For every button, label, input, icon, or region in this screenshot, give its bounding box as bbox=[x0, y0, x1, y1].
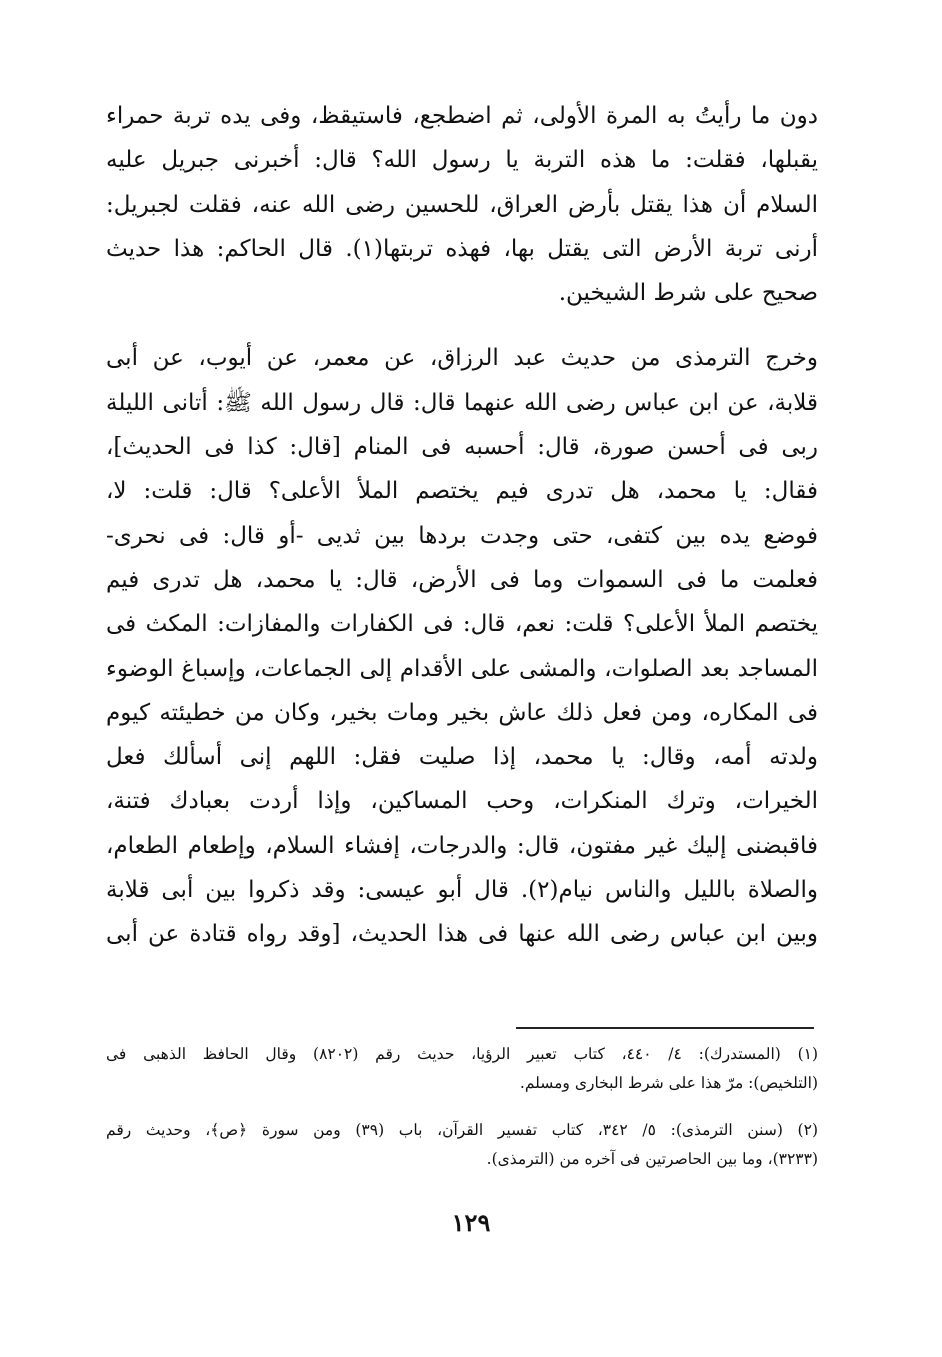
text-line: أرنى تربة الأرض التى يقتل بها، فهذه تربتها(١). قال الحاكم: هذا حديث bbox=[106, 235, 818, 262]
footnote-line: (٢) (سنن الترمذى): ٥/ ٣٤٢، كتاب تفسير القرآن، باب (٣٩) ومن سورة ﴿ص﴾، وحديث رقم bbox=[106, 1121, 818, 1139]
text-line: الخيرات، وترك المنكرات، وحب المساكين، وإذا أردت بعبادك فتنة، bbox=[106, 788, 818, 815]
text-line: المساجد بعد الصلوات، والمشى على الأقدام إلى الجماعات، وإسباغ الوضوء bbox=[106, 655, 818, 682]
text-line: يختصم الملأ الأعلى؟ قلت: نعم، قال: فى الكفارات والمفازات: المكث فى bbox=[106, 611, 818, 638]
text-line: ربى فى أحسن صورة، قال: أحسبه فى المنام [قال: كذا فى الحديث]، bbox=[106, 434, 818, 461]
text-line: قلابة، عن ابن عباس رضى الله عنهما قال: قال رسول الله ﷺ: أتانى الليلة bbox=[106, 389, 818, 416]
text-line: والصلاة بالليل والناس نيام(٢). قال أبو عيسى: وقد ذكروا بين أبى قلابة bbox=[106, 877, 819, 904]
text-line: فاقبضنى إليك غير مفتون، قال: والدرجات، إفشاء السلام، وإطعام الطعام، bbox=[106, 832, 818, 859]
footnote-1 bbox=[106, 1040, 818, 1098]
text-line: وبين ابن عباس رضى الله عنها فى هذا الحديث، [وقد رواه قتادة عن أبى bbox=[106, 921, 818, 948]
text-line: وخرج الترمذى من حديث عبد الرزاق، عن معمر، عن أيوب، عن أبى bbox=[106, 345, 818, 372]
paragraph-gap bbox=[106, 315, 818, 336]
text-line: السلام أن هذا يقتل بأرض العراق، للحسين رضى الله عنه، فقلت لجبريل: bbox=[106, 191, 818, 218]
footnote-line: (٣٢٣٣)، وما بين الحاصرتين فى آخره من (الترمذى). bbox=[486, 1150, 818, 1168]
page-number: ١٢٩ bbox=[451, 1208, 491, 1237]
main-text bbox=[106, 94, 818, 957]
footnote-2 bbox=[106, 1116, 818, 1174]
text-line: ولدته أمه، وقال: يا محمد، إذا صليت فقل: اللهم إنى أسألك فعل bbox=[106, 744, 818, 771]
footnote-line: (١) (المستدرك): ٤/ ٤٤٠، كتاب تعبير الرؤيا، حديث رقم (٨٢٠٢) وقال الحافظ الذهبى فى bbox=[106, 1045, 819, 1063]
footnote-line: (التلخيص): مرّ هذا على شرط البخارى ومسلم. bbox=[519, 1074, 818, 1092]
footnote-gap bbox=[106, 1098, 818, 1116]
paragraph-1 bbox=[106, 94, 818, 315]
text-line: يقبلها، فقلت: ما هذه التربة يا رسول الله؟ قال: أخبرنى جبريل عليه bbox=[106, 147, 818, 174]
footnotes bbox=[106, 1040, 818, 1174]
text-line: فوضع يده بين كتفى، حتى وجدت بردها بين ثديى -أو قال: فى نحرى- bbox=[106, 522, 818, 549]
paragraph-2 bbox=[106, 336, 818, 956]
footnote-divider bbox=[516, 1027, 814, 1029]
text-line: فقال: يا محمد، هل تدرى فيم يختصم الملأ الأعلى؟ قال: قلت: لا، bbox=[106, 478, 818, 505]
text-line: فى المكاره، ومن فعل ذلك عاش بخير ومات بخير، وكان من خطيئته كيوم bbox=[106, 699, 818, 726]
text-line: دون ما رأيتُ به المرة الأولى، ثم اضطجع، فاستيقظ، وفى يده تربة حمراء bbox=[106, 103, 818, 129]
text-line: صحيح على شرط الشيخين. bbox=[558, 280, 818, 307]
text-line: فعلمت ما فى السموات وما فى الأرض، قال: يا محمد، هل تدرى فيم bbox=[106, 566, 818, 593]
